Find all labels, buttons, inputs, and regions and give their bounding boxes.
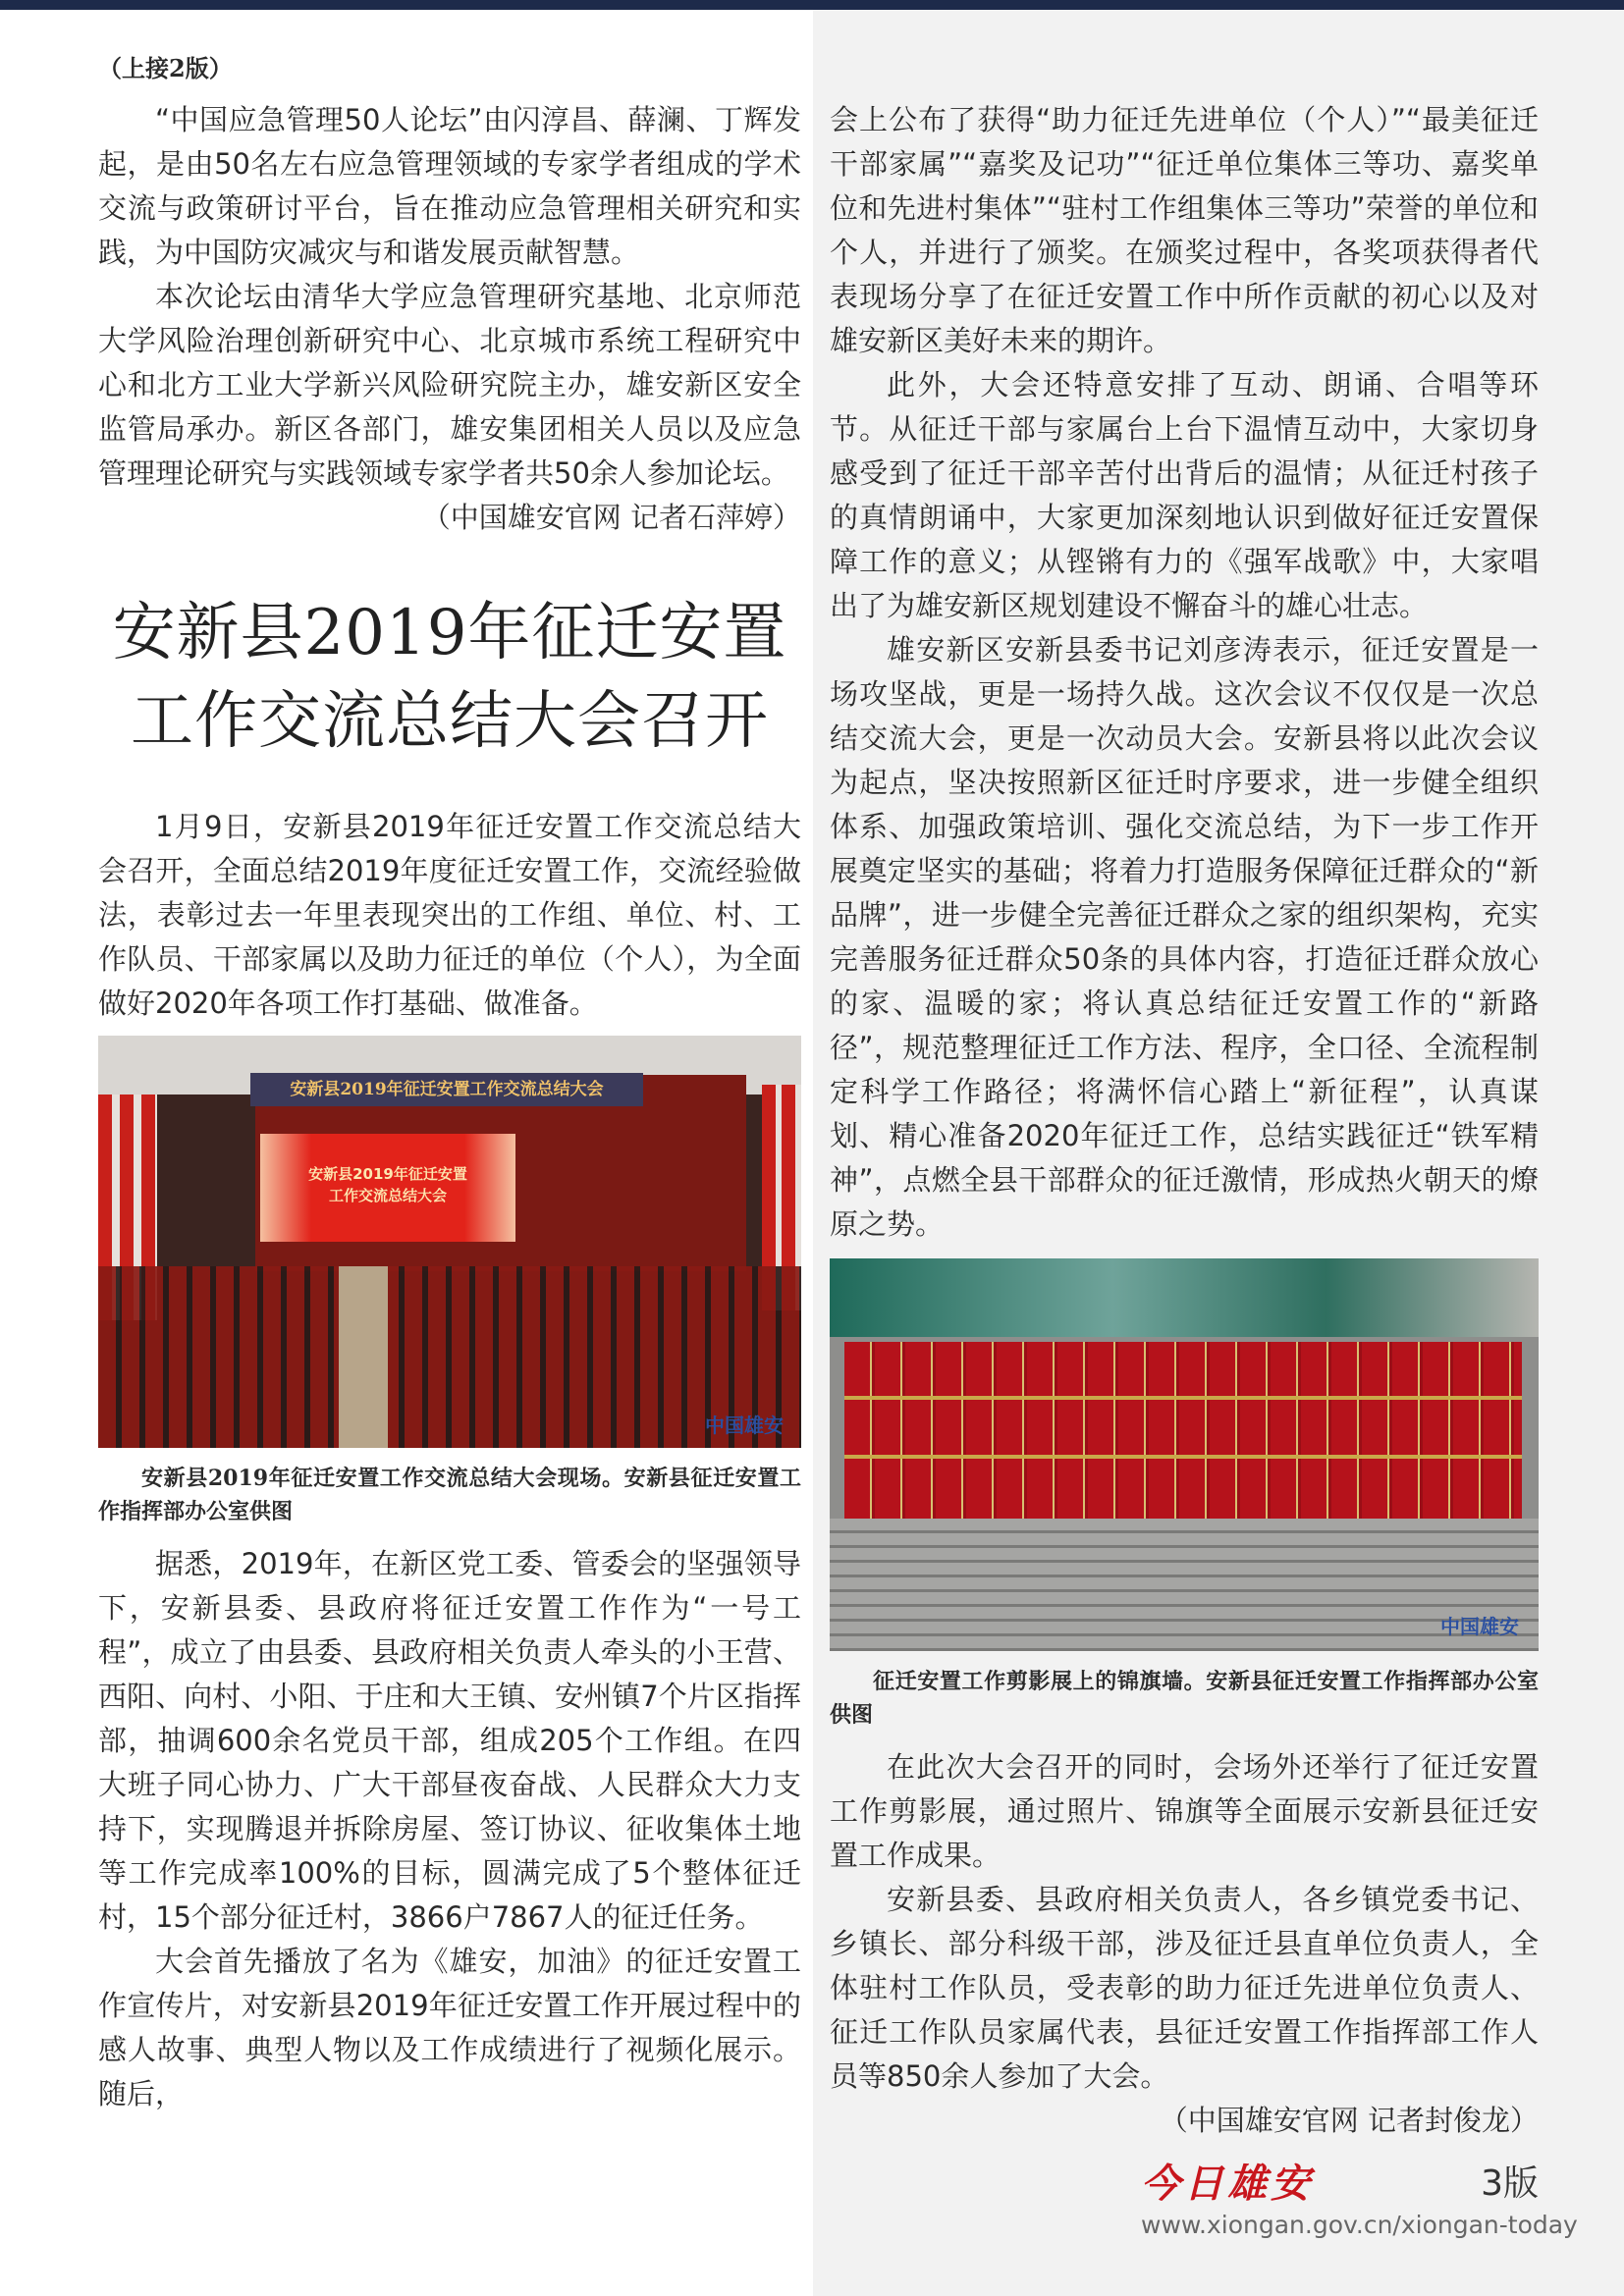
screen-text-2: 工作交流总结大会 [328, 1187, 447, 1204]
article1-paragraph: “中国应急管理50人论坛”由闪淳昌、薛澜、丁辉发起，是由50名左右应急管理领域的专家学者组成的学术交流与政策研讨平台，旨在推动应急管理相关研究和实践，为中国防灾减灾与和谐发展贡献智慧。 [98, 103, 801, 269]
article1-paragraph: 本次论坛由清华大学应急管理研究基地、北京师范大学风险治理创新研究中心、北京城市系统工程研究中心和北方工业大学新兴风险研究院主办，雄安新区安全监管局承办。新区各部门，雄安集团相关人员以及应急管理理论研究与实践领域专家学者共50余人参加论坛。 [98, 280, 801, 490]
article2-paragraph: 雄安新区安新县委书记刘彦涛表示，征迁安置是一场攻坚战，更是一场持久战。这次会议不仅仅是一次总结交流大会，更是一次动员大会。安新县将以此次会议为起点，坚决按照新区征迁时序要求，进一步健全组织体系、加强政策培训、强化交流总结，为下一步工作开展奠定坚实的基础；将着力打造服务保障征迁群众的“新品牌”，进一步健全完善征迁群众之家的组织架构，充实完善服务征迁群众50条的具体内容，打造征迁群众放心的家、温暖的家；将认真总结征迁安置工作的“新路径”，规范整理征迁工作方法、程序，全口径、全流程制定科学工作路径；将满怀信心踏上“新征程”，认真谋划、精心准备2020年征迁工作，总结实践征迁“铁军精神”，点燃全县干部群众的征迁激情，形成热火朝天的燎原之势。 [830, 633, 1539, 1241]
photo1-caption: 安新县2019年征迁安置工作交流总结大会现场。安新县征迁安置工作指挥部办公室供图 [98, 1466, 801, 1524]
headline-line-1: 安新县2019年征迁安置 [112, 597, 787, 669]
hall-banner: 安新县2019年征迁安置工作交流总结大会 [250, 1073, 643, 1106]
right-column [830, 0, 1578, 2278]
stage-screen [260, 1134, 515, 1242]
website-url[interactable]: www.xiongan.gov.cn/xiongan-today [1141, 2211, 1578, 2239]
article2-paragraph: 会上公布了获得“助力征迁先进单位（个人）”“最美征迁干部家属”“嘉奖及记功”“征迁单位集体三等功、嘉奖单位和先进村集体”“驻村工作组集体三等功”荣誉的单位和个人，并进行了颁奖。在颁奖过程中，各奖项获得者代表现场分享了在征迁安置工作中所作贡献的初心以及对雄安新区美好未来的期许。 [830, 103, 1539, 357]
page-footer [1141, 2161, 1578, 2249]
article2-paragraph: 1月9日，安新县2019年征迁安置工作交流总结大会召开，全面总结2019年度征迁安置工作，交流经验做法，表彰过去一年里表现突出的工作组、单位、村、工作队员、干部家属以及助力征迁的单位（个人），为全面做好2020年各项工作打基础、做准备。 [98, 810, 801, 1020]
article2-paragraph: 大会首先播放了名为《雄安，加油》的征迁安置工作宣传片，对安新县2019年征迁安置工作开展过程中的感人故事、典型人物以及工作成绩进行了视频化展示。随后， [98, 1945, 801, 2110]
article1-byline: （中国雄安官网 记者石萍婷） [421, 501, 801, 534]
photo-conference-hall [98, 1036, 801, 1448]
photo1-caption-block [98, 1462, 801, 1528]
article2-paragraph: 据悉，2019年，在新区党工委、管委会的坚强领导下，安新县委、县政府将征迁安置工作作为“一号工程”，成立了由县委、县政府相关负责人牵头的小王营、西阳、向村、小阳、于庄和大王镇、安州镇7个片区指挥部，抽调600余名党员干部，组成205个工作组。在四大班子同心协力、广大干部昼夜奋战、人民群众大力支持下，实现腾退并拆除房屋、签订协议、征收集体土地等工作完成率100%的目标，圆满完成了5个整体征迁村，15个部分征迁村，3866户7867人的征迁任务。 [98, 1547, 801, 1934]
article2-paragraph: 在此次大会召开的同时，会场外还举行了征迁安置工作剪影展，通过照片、锦旗等全面展示安新县征迁安置工作成果。 [830, 1750, 1539, 1872]
top-bar [0, 0, 1624, 10]
headline-line-2: 工作交流总结大会召开 [131, 685, 769, 758]
article2-byline: （中国雄安官网 记者封俊龙） [1159, 2104, 1539, 2137]
article2-paragraph: 此外，大会还特意安排了互动、朗诵、合唱等环节。从征迁干部与家属台上台下温情互动中，大家切身感受到了征迁干部辛苦付出背后的温情；从征迁村孩子的真情朗诵中，大家更加深刻地认识到做好征迁安置保障工作的意义；从铿锵有力的《强军战歌》中，大家唱出了为雄安新区规划建设不懈奋斗的雄心壮志。 [830, 368, 1539, 622]
photo-pennant-wall [830, 1258, 1539, 1651]
continued-from-label: （上接2版） [98, 54, 233, 82]
page-number: 3版 [1481, 2163, 1539, 2204]
watermark-logo: 中国雄安 [705, 1414, 784, 1437]
photo2-caption-block [830, 1665, 1539, 1732]
newspaper-logo: 今日雄安 [1141, 2161, 1314, 2207]
watermark-logo: 中国雄安 [1440, 1615, 1519, 1638]
left-column [98, 0, 801, 2116]
article2-headline [98, 589, 801, 766]
article2-paragraph: 安新县委、县政府相关负责人，各乡镇党委书记、乡镇长、部分科级干部，涉及征迁县直单位负责人，全体驻村工作队员，受表彰的助力征迁先进单位负责人、征迁工作队员家属代表，县征迁安置工作指挥部工作人员等850余人参加了大会。 [830, 1883, 1539, 2093]
screen-text-1: 安新县2019年征迁安置 [308, 1165, 467, 1183]
photo2-caption: 征迁安置工作剪影展上的锦旗墙。安新县征迁安置工作指挥部办公室供图 [830, 1669, 1539, 1728]
